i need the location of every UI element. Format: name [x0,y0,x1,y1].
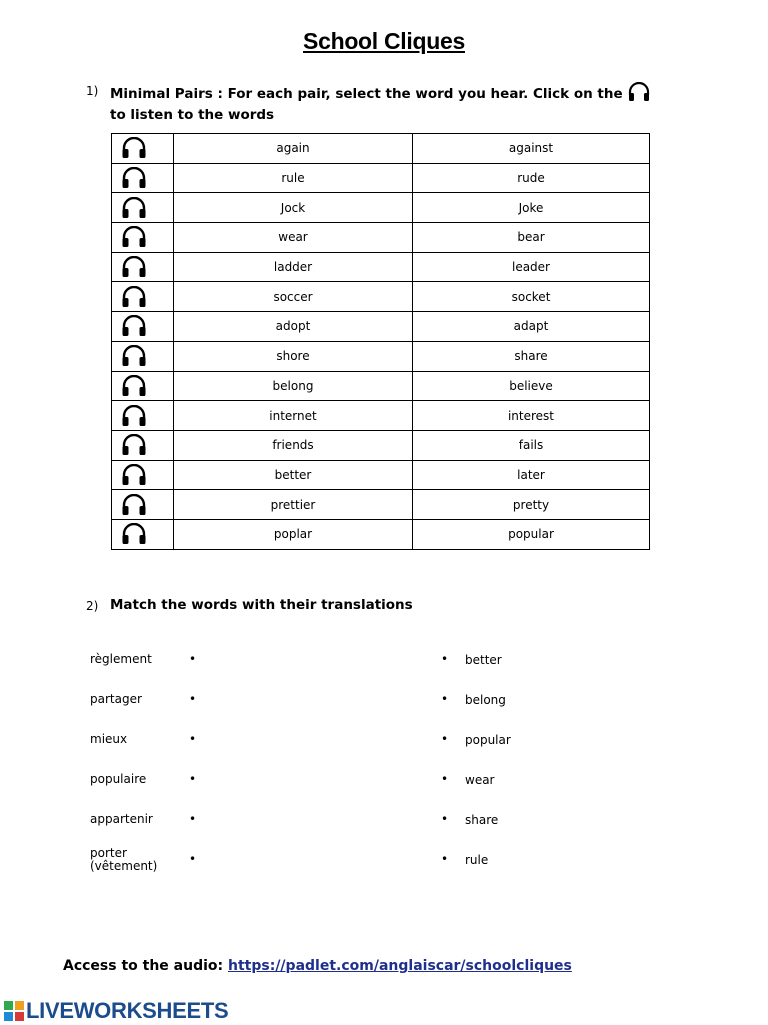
match-left-word: partager [90,692,142,706]
match-left-dot[interactable]: • [189,652,197,666]
headphones-icon[interactable] [121,345,173,367]
match-left-dot[interactable]: • [189,732,197,746]
word-option[interactable]: Jock [174,193,413,223]
match-left-word: porter (vêtement) [90,846,158,873]
minimal-pairs-table [111,133,650,550]
word-option[interactable]: ladder [174,252,413,282]
table-row [112,430,650,460]
match-left-word: appartenir [90,812,153,826]
audio-link[interactable]: https://padlet.com/anglaiscar/schoolcliques [228,958,572,974]
word-option[interactable]: pretty [413,490,650,520]
match-right-word: share [465,813,499,827]
word-option[interactable]: adapt [413,312,650,342]
headphones-icon[interactable] [121,226,173,248]
word-option[interactable]: popular [413,519,650,549]
table-row [112,490,650,520]
play-audio-cell [112,341,174,371]
exercise2-instruction: Match the words with their translations [110,597,413,613]
play-audio-cell [112,223,174,253]
table-row [112,282,650,312]
headphones-icon[interactable] [121,256,173,278]
play-audio-cell [112,252,174,282]
match-left-word: mieux [90,732,128,746]
play-audio-cell [112,401,174,431]
word-option[interactable]: leader [413,252,650,282]
match-right-word: rule [465,853,489,867]
table-row [112,223,650,253]
word-option[interactable]: believe [413,371,650,401]
page-title: School Cliques [303,28,465,54]
match-right-dot[interactable]: • [441,852,449,866]
word-option[interactable]: friends [174,430,413,460]
match-right-word: better [465,653,502,667]
play-audio-cell [112,519,174,549]
table-row [112,341,650,371]
exercise1-instruction-end: to listen to the words [110,107,275,123]
headphones-icon[interactable] [121,375,173,397]
table-row [112,460,650,490]
match-right-dot[interactable]: • [441,692,449,706]
match-right-word: popular [465,733,511,747]
headphones-icon[interactable] [121,137,173,159]
play-audio-cell [112,371,174,401]
word-option[interactable]: Joke [413,193,650,223]
match-left-dot[interactable]: • [189,692,197,706]
headphones-icon[interactable] [121,197,173,219]
play-audio-cell [112,312,174,342]
play-audio-cell [112,460,174,490]
word-option[interactable]: shore [174,341,413,371]
match-right-word: wear [465,773,495,787]
headphones-icon[interactable] [121,315,173,337]
table-row [112,519,650,549]
headphones-icon[interactable] [121,494,173,516]
liveworksheets-logo [4,998,228,1024]
headphones-icon[interactable] [121,405,173,427]
match-right-dot[interactable]: • [441,772,449,786]
match-right-dot[interactable]: • [441,812,449,826]
table-row [112,134,650,164]
table-row [112,252,650,282]
play-audio-cell [112,134,174,164]
exercise1-instruction [110,82,690,124]
audio-access-line [63,958,572,974]
word-option[interactable]: socket [413,282,650,312]
word-option[interactable]: belong [174,371,413,401]
exercise1-instruction-text: Minimal Pairs : For each pair, select the word you hear. Click on the [110,86,623,102]
word-option[interactable]: wear [174,223,413,253]
word-option[interactable]: better [174,460,413,490]
headphones-icon[interactable] [121,434,173,456]
match-left-word: populaire [90,772,147,786]
table-row [112,193,650,223]
word-option[interactable]: adopt [174,312,413,342]
word-option[interactable]: internet [174,401,413,431]
word-option[interactable]: later [413,460,650,490]
logo-text: LIVEWORKSHEETS [26,998,229,1023]
table-row [112,401,650,431]
headphones-icon [627,82,651,107]
word-option[interactable]: prettier [174,490,413,520]
play-audio-cell [112,163,174,193]
table-row [112,312,650,342]
play-audio-cell [112,430,174,460]
headphones-icon[interactable] [121,286,173,308]
logo-mark-icon [4,1001,24,1021]
match-right-word: belong [465,693,506,707]
word-option[interactable]: poplar [174,519,413,549]
word-option[interactable]: bear [413,223,650,253]
exercise2-number: 2) [86,599,99,613]
play-audio-cell [112,490,174,520]
word-option[interactable]: against [413,134,650,164]
match-left-word: règlement [90,652,152,666]
match-left-dot[interactable]: • [189,772,197,786]
table-row [112,163,650,193]
table-row [112,371,650,401]
headphones-icon[interactable] [121,464,173,486]
word-option[interactable]: share [413,341,650,371]
word-option[interactable]: rude [413,163,650,193]
match-left-dot[interactable]: • [189,812,197,826]
word-option[interactable]: interest [413,401,650,431]
word-option[interactable]: rule [174,163,413,193]
play-audio-cell [112,282,174,312]
play-audio-cell [112,193,174,223]
audio-access-label: Access to the audio: [63,958,224,974]
word-option[interactable]: soccer [174,282,413,312]
match-right-dot[interactable]: • [441,732,449,746]
match-right-dot[interactable]: • [441,652,449,666]
word-option[interactable]: again [174,134,413,164]
headphones-icon[interactable] [121,167,173,189]
exercise1-number: 1) [86,84,99,98]
match-left-dot[interactable]: • [189,852,197,866]
headphones-icon[interactable] [121,523,173,545]
word-option[interactable]: fails [413,430,650,460]
